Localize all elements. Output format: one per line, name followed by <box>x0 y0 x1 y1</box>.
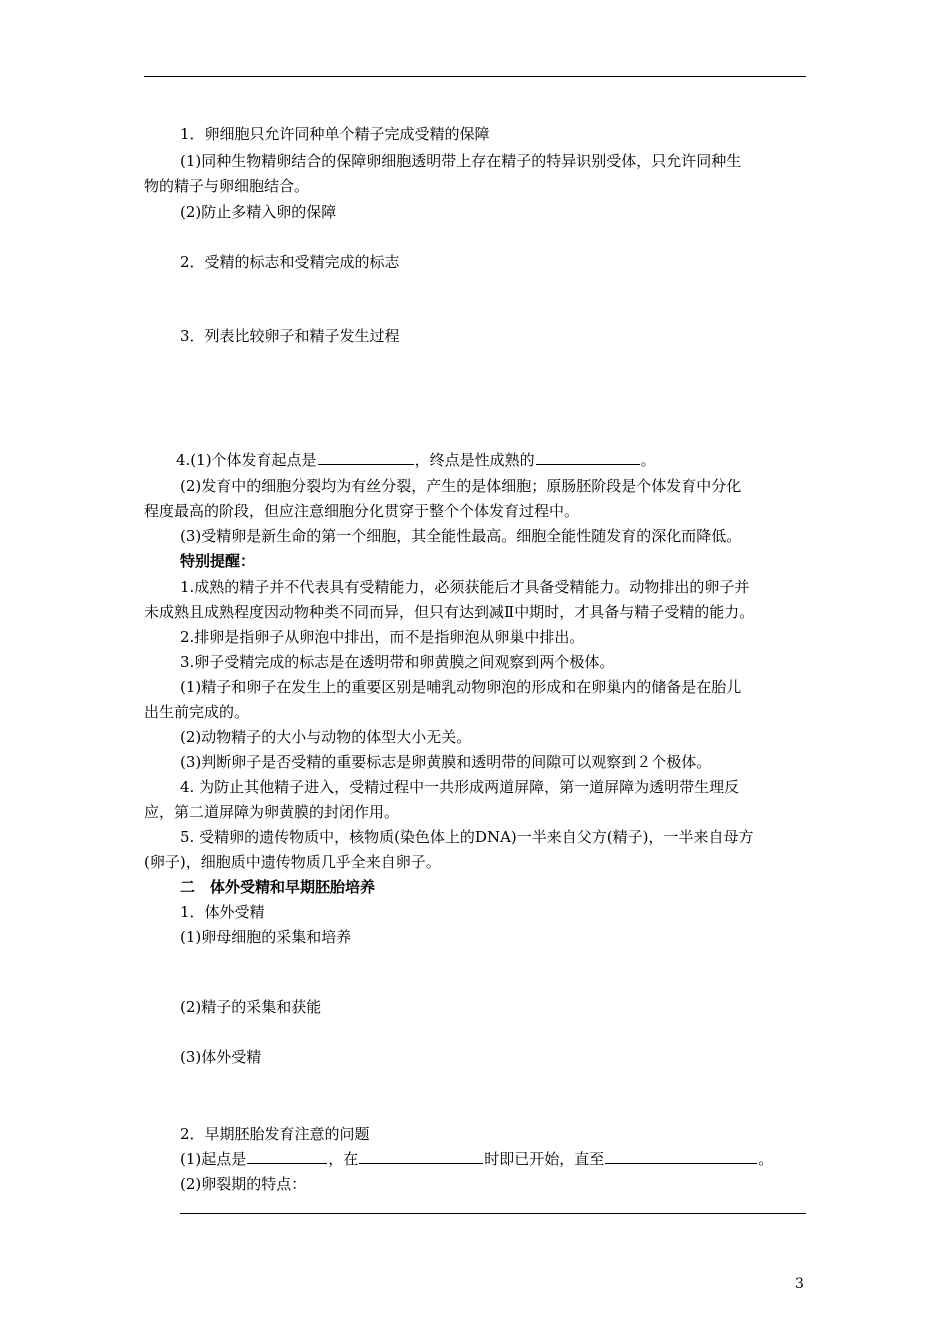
paragraph: (3)判断卵子是否受精的重要标志是卵黄膜和透明带的间隙可以观察到２个极体。 <box>180 753 712 771</box>
paragraph: (1)精子和卵子在发生上的重要区别是哺乳动物卵泡的形成和在卵巢内的储备是在胎儿 <box>180 678 742 696</box>
paragraph: 1.成熟的精子并不代表具有受精能力，必须获能后才具备受精能力。动物排出的卵子并 <box>180 578 750 596</box>
text: ，在 <box>328 1150 359 1168</box>
heading-1: 1．卵细胞只允许同种单个精子完成受精的保障 <box>180 125 490 143</box>
text: 时即已开始，直至 <box>484 1150 605 1168</box>
paragraph: (2)防止多精入卵的保障 <box>180 203 337 221</box>
subheading: (2)精子的采集和获能 <box>180 998 322 1016</box>
paragraph: 未成熟且成熟程度因动物种类不同而异，但只有达到减Ⅱ中期时，才具备与精子受精的能力。 <box>144 603 755 621</box>
tip-title: 特别提醒： <box>180 552 256 570</box>
paragraph: (3)受精卵是新生命的第一个细胞，其全能性最高。细胞全能性随发育的深化而降低。 <box>180 527 742 545</box>
paragraph: (1)同种生物精卵结合的保障卵细胞透明带上存在精子的特异识别受体，只允许同种生 <box>180 152 742 170</box>
answer-blank[interactable] <box>318 450 414 465</box>
subheading: (1)卵母细胞的采集和培养 <box>180 928 352 946</box>
text: 。 <box>640 451 656 469</box>
text: 。 <box>758 1150 774 1168</box>
paragraph: 4. 为防止其他精子进入，受精过程中一共形成两道屏障，第一道屏障为透明带生理反 <box>180 778 740 796</box>
answer-blank[interactable] <box>536 450 640 465</box>
header-rule <box>144 76 806 77</box>
page-number: 3 <box>795 1276 804 1292</box>
paragraph: 出生前完成的。 <box>144 703 250 721</box>
answer-blank[interactable] <box>359 1149 483 1164</box>
subheading: (3)体外受精 <box>180 1048 262 1066</box>
heading: 1．体外受精 <box>180 903 265 921</box>
answer-blank[interactable] <box>247 1149 327 1164</box>
text: ，终点是性成熟的 <box>414 451 535 469</box>
paragraph: 程度最高的阶段，但应注意细胞分化贯穿于整个个体发育过程中。 <box>144 502 580 520</box>
text: 4.(1)个体发育起点是 <box>176 451 317 469</box>
answer-blank[interactable] <box>605 1149 757 1164</box>
heading-3: 3．列表比较卵子和精子发生过程 <box>180 327 400 345</box>
paragraph: 5. 受精卵的遗传物质中，核物质(染色体上的DNA)一半来自父方(精子)，一半来自母方 <box>180 828 754 846</box>
text: (1)起点是 <box>180 1150 247 1168</box>
heading: 2．早期胚胎发育注意的问题 <box>180 1125 370 1143</box>
paragraph: 3.卵子受精完成的标志是在透明带和卵黄膜之间观察到两个极体。 <box>180 653 615 671</box>
paragraph: (2)发育中的细胞分裂均为有丝分裂，产生的是体细胞；原肠胚阶段是个体发育中分化 <box>180 477 742 495</box>
paragraph: 物的精子与卵细胞结合。 <box>144 177 310 195</box>
fill-in-line-2-1 <box>180 1149 773 1169</box>
paragraph: 2.排卵是指卵子从卵泡中排出，而不是指卵泡从卵巢中排出。 <box>180 628 585 646</box>
section-title: 二 体外受精和早期胚胎培养 <box>180 878 376 896</box>
fill-in-line-4-1 <box>176 450 656 470</box>
heading-2: 2．受精的标志和受精完成的标志 <box>180 253 400 271</box>
subheading: (2)卵裂期的特点： <box>180 1175 307 1193</box>
answer-rule[interactable] <box>180 1213 806 1214</box>
paragraph: 应，第二道屏障为卵黄膜的封闭作用。 <box>144 803 400 821</box>
paragraph: (2)动物精子的大小与动物的体型大小无关。 <box>180 728 472 746</box>
paragraph: (卵子)，细胞质中遗传物质几乎全来自卵子。 <box>144 853 441 871</box>
